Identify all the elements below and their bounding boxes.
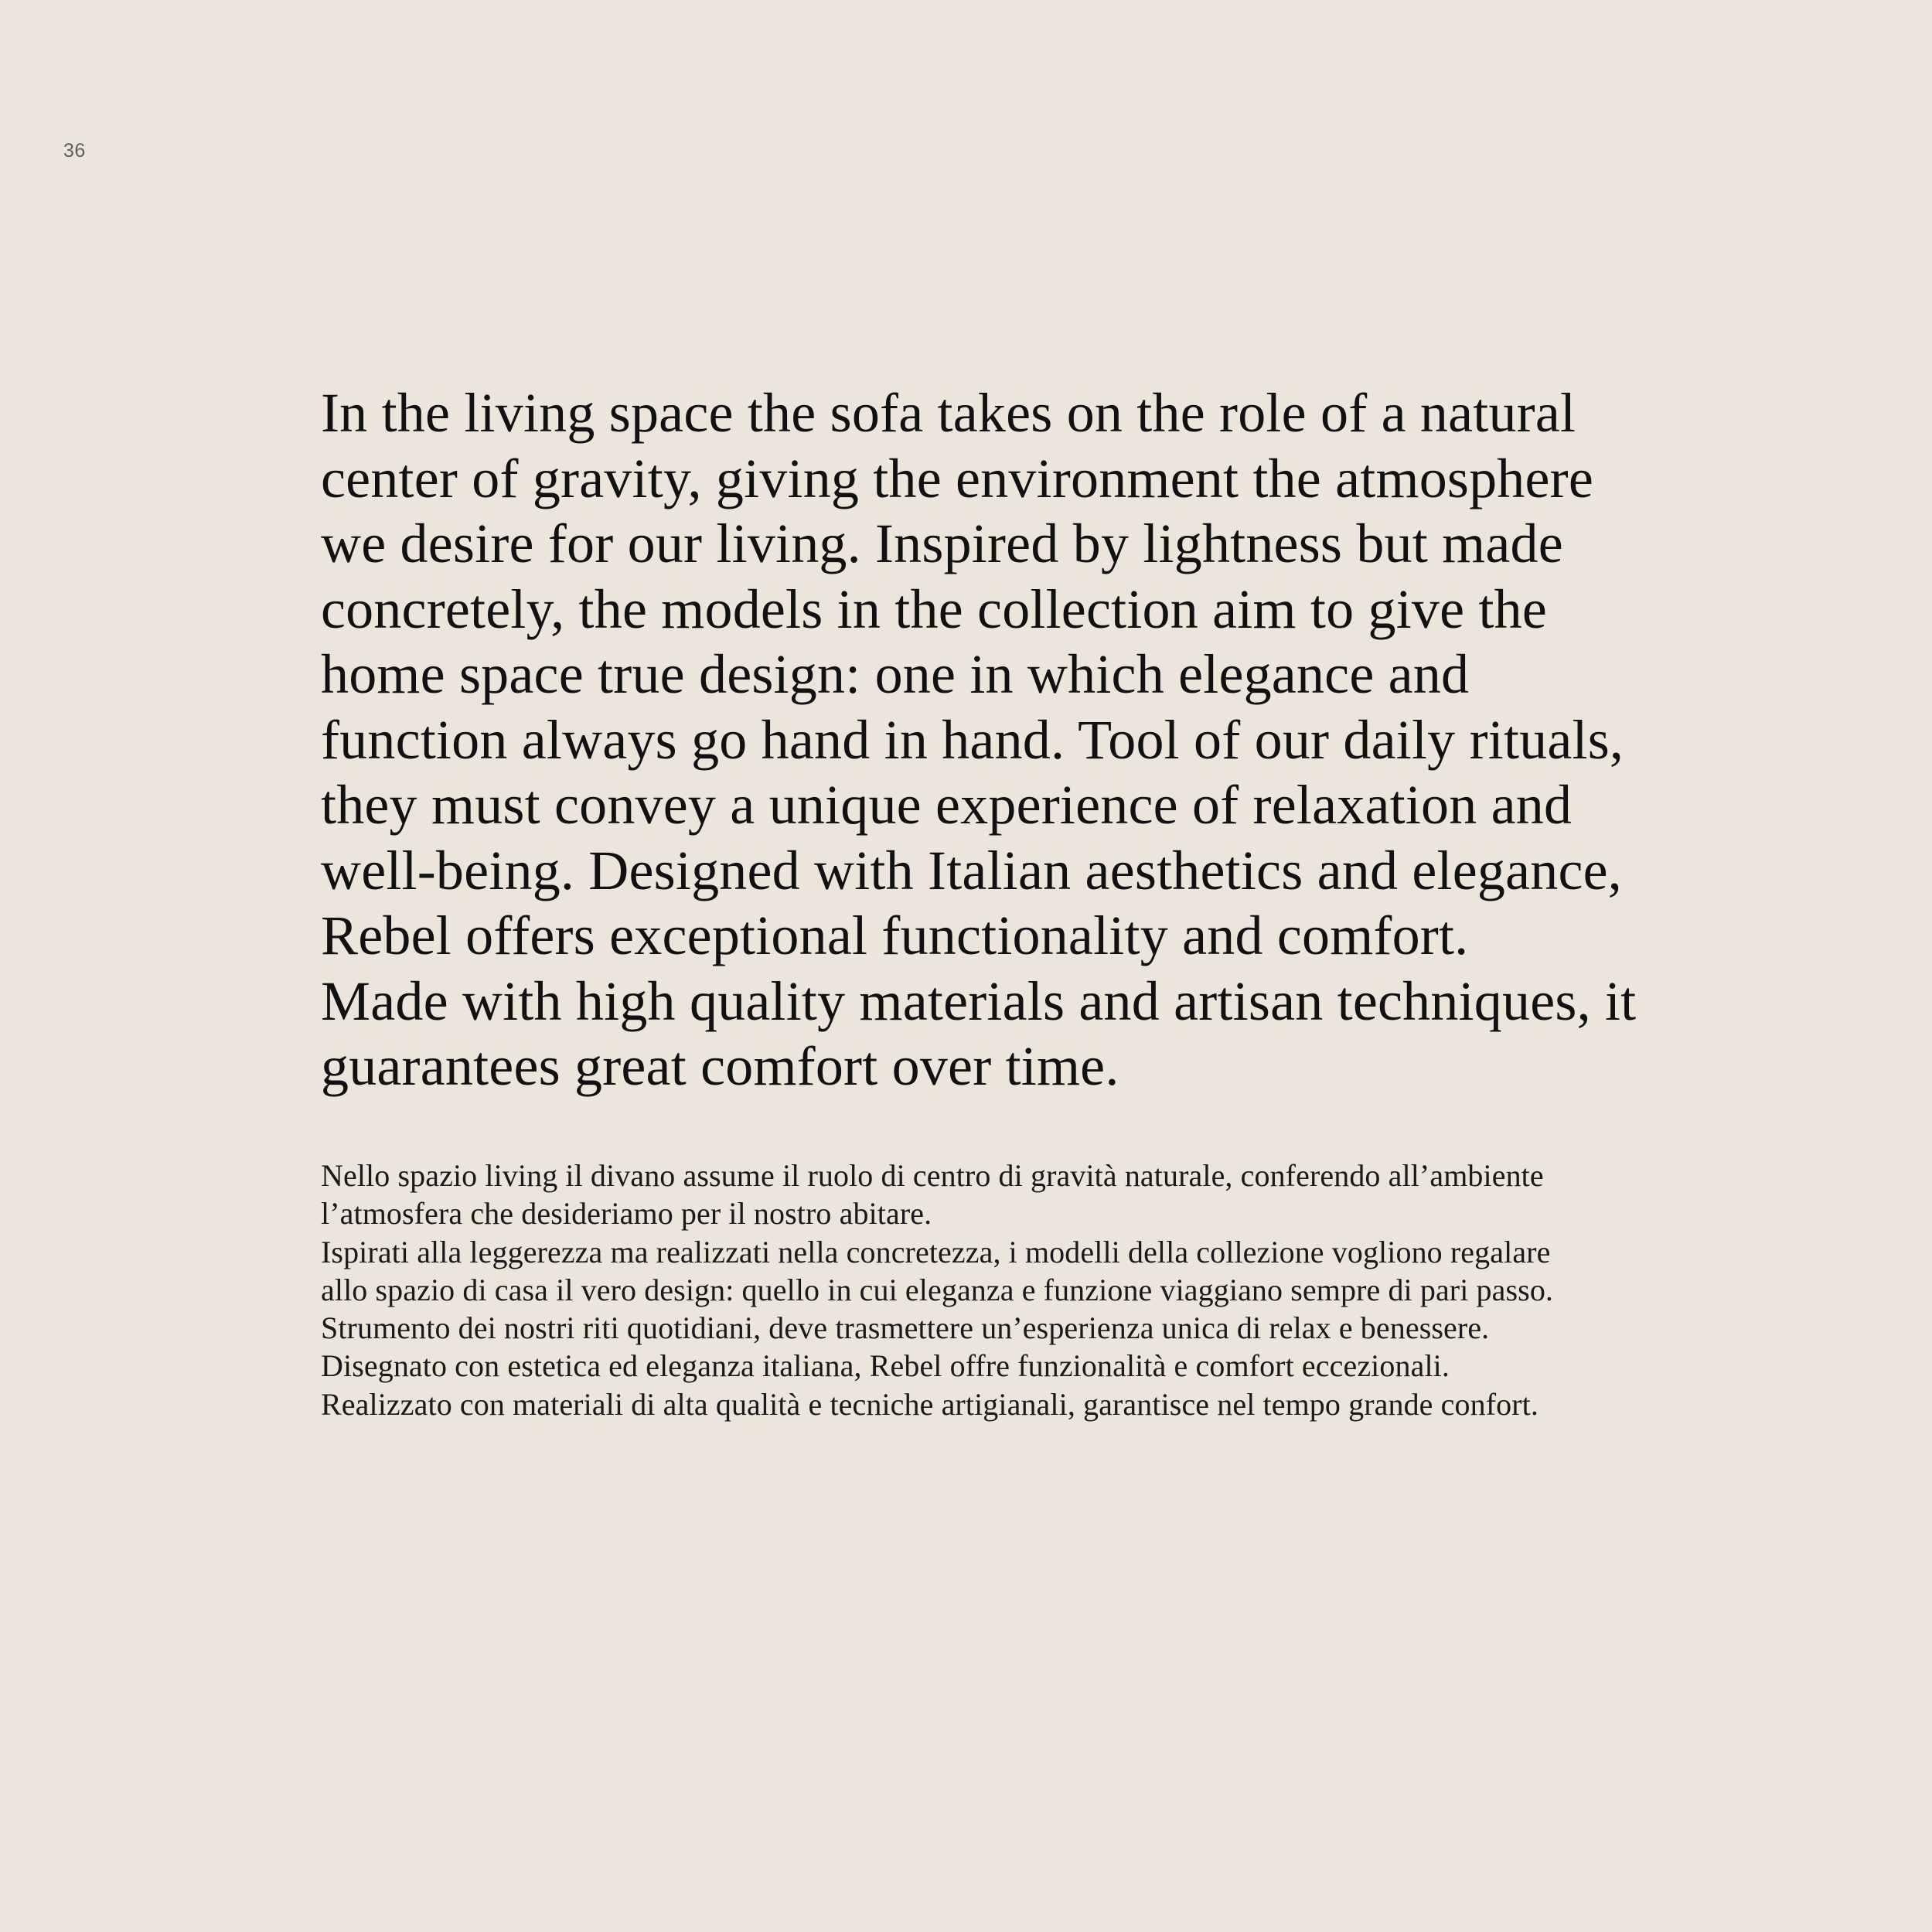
lead-line: center of gravity, giving the environment the atmosphere xyxy=(321,447,1594,509)
italian-line: allo spazio di casa il vero design: quello in cui eleganza e funzione viaggiano sempre di pari passo. xyxy=(321,1272,1554,1307)
lead-line: Made with high quality materials and artisan techniques, it xyxy=(321,969,1637,1032)
italian-line: Disegnato con estetica ed eleganza italiana, Rebel offre funzionalità e comfort eccezionali. xyxy=(321,1348,1450,1384)
lead-line: home space true design: one in which elegance and xyxy=(321,643,1470,705)
lead-line: well-being. Designed with Italian aesthetics and elegance, xyxy=(321,839,1622,901)
italian-line: l’atmosfera che desideriamo per il nostro abitare. xyxy=(321,1196,932,1232)
italian-line: Ispirati alla leggerezza ma realizzati nella concretezza, i modelli della collezione vogliono regalare xyxy=(321,1234,1551,1269)
lead-line: they must convey a unique experience of relaxation and xyxy=(321,774,1573,836)
lead-line: concretely, the models in the collection aim to give the xyxy=(321,578,1548,640)
lead-line: function always go hand in hand. Tool of our daily rituals, xyxy=(321,708,1624,771)
lead-line: In the living space the sofa takes on the role of a natural xyxy=(321,382,1576,444)
lead-line: guarantees great comfort over time. xyxy=(321,1035,1119,1097)
italian-line: Nello spazio living il divano assume il ruolo di centro di gravità naturale, conferendo all’ambiente xyxy=(321,1158,1544,1193)
page-number: 36 xyxy=(63,140,86,162)
italian-line: Strumento dei nostri riti quotidiani, deve trasmettere un’esperienza unica di relax e benessere. xyxy=(321,1310,1490,1346)
lead-line: Rebel offers exceptional functionality and comfort. xyxy=(321,905,1469,966)
italian-line: Realizzato con materiali di alta qualità e tecniche artigianali, garantisce nel tempo grande confort. xyxy=(321,1386,1538,1422)
english-lead-paragraph xyxy=(321,380,1705,1099)
italian-paragraph xyxy=(321,1157,1728,1423)
lead-line: we desire for our living. Inspired by lightness but made xyxy=(321,513,1563,574)
